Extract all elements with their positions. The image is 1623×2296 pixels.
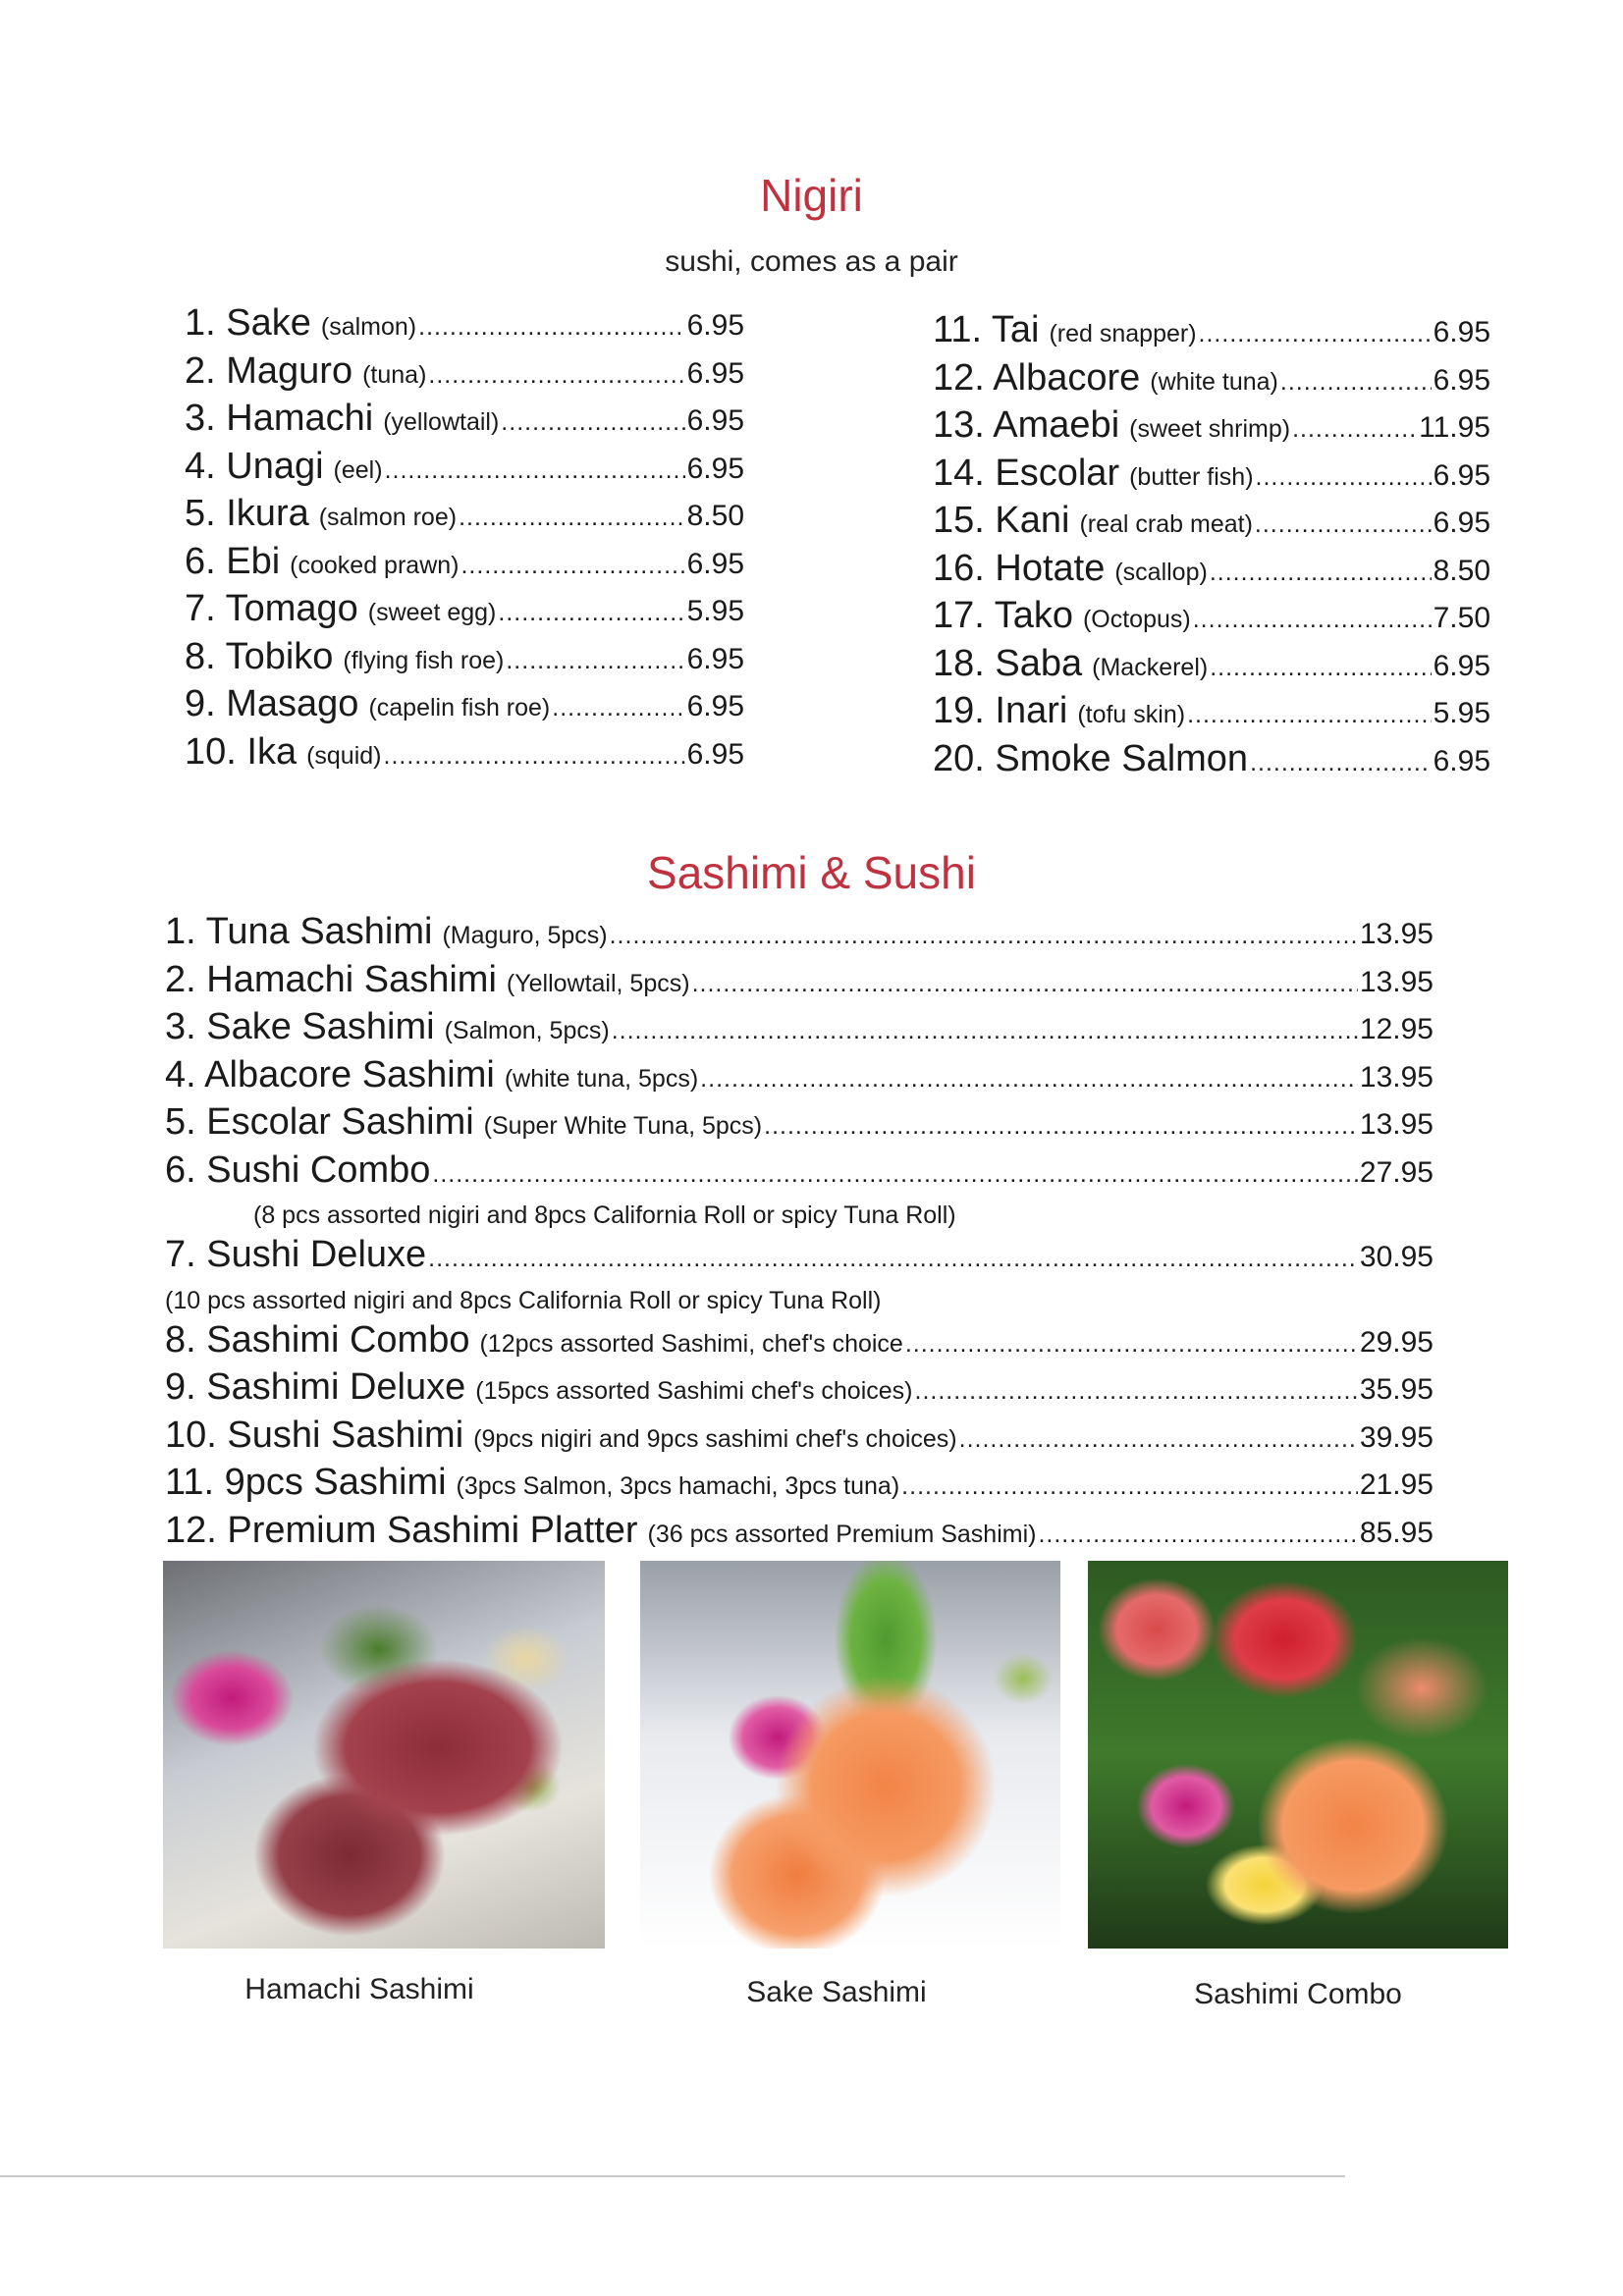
- dot-leader: [1038, 1521, 1357, 1549]
- item-name: 12. Albacore: [933, 356, 1141, 399]
- divider: [0, 2175, 1345, 2177]
- menu-item: [165, 1054, 1434, 1102]
- item-price: 6.95: [1433, 458, 1490, 492]
- item-description: (tofu skin): [1077, 701, 1186, 728]
- item-price: 6.95: [686, 356, 744, 390]
- item-name: 2. Maguro: [185, 349, 353, 392]
- photo-caption: Sake Sashimi: [746, 1976, 927, 2008]
- item-name: 2. Hamachi Sashimi: [165, 958, 497, 1000]
- dot-leader: [460, 552, 684, 580]
- menu-item: [933, 548, 1490, 596]
- item-name: 11. 9pcs Sashimi: [165, 1462, 447, 1503]
- item-description: (36 pcs assorted Premium Sashimi): [647, 1520, 1037, 1548]
- menu-item: [185, 541, 744, 589]
- item-description: (red snapper): [1049, 320, 1197, 347]
- item-description: (9pcs nigiri and 9pcs sashimi chef's choices): [473, 1424, 957, 1453]
- dot-leader: [385, 456, 685, 485]
- menu-item: [165, 1415, 1434, 1463]
- item-description: (butter fish): [1129, 462, 1254, 491]
- menu-item: [165, 1510, 1434, 1558]
- dot-leader: [432, 1160, 1358, 1189]
- dot-leader: [959, 1425, 1358, 1454]
- item-name: 8. Sashimi Combo: [165, 1318, 470, 1361]
- item-name: 15. Kani: [933, 500, 1070, 541]
- menu-item: [185, 446, 744, 494]
- menu-item: [165, 1366, 1434, 1415]
- dot-leader: [700, 1065, 1358, 1094]
- dot-leader: [1256, 463, 1432, 492]
- menu-item: [933, 357, 1490, 405]
- item-description: (3pcs Salmon, 3pcs hamachi, 3pcs tuna): [456, 1472, 900, 1500]
- nigiri-list-right: [933, 309, 1490, 785]
- nigiri-heading: Nigiri: [760, 170, 863, 221]
- dot-leader: [498, 599, 684, 627]
- item-description: (15pcs assorted Sashimi chef's choices): [475, 1377, 913, 1405]
- item-name: 11. Tai: [933, 309, 1040, 350]
- dot-leader: [1187, 701, 1432, 729]
- item-description: (Mackerel): [1092, 653, 1209, 681]
- item-price: 7.50: [1433, 602, 1490, 634]
- menu-item: [165, 1149, 1434, 1198]
- menu-item: [185, 302, 744, 350]
- dot-leader: [459, 504, 685, 532]
- item-name: 17. Tako: [933, 595, 1073, 636]
- item-name: 5. Ikura: [185, 493, 309, 534]
- menu-item: [165, 1462, 1434, 1510]
- item-description: (Super White Tuna, 5pcs): [483, 1112, 763, 1140]
- item-note: (8 pcs assorted nigiri and 8pcs California Roll or spicy Tuna Roll): [253, 1201, 956, 1229]
- item-description: (Yellowtail, 5pcs): [506, 969, 690, 997]
- item-name: 3. Hamachi: [185, 398, 374, 439]
- item-name: 1. Tuna Sashimi: [165, 911, 433, 952]
- item-price: 8.50: [1433, 554, 1490, 587]
- dot-leader: [1292, 415, 1417, 444]
- item-price: 5.95: [1433, 697, 1490, 729]
- dot-leader: [552, 694, 684, 722]
- dot-leader: [1199, 320, 1432, 348]
- menu-item: [933, 309, 1490, 357]
- dot-leader: [428, 361, 684, 390]
- item-note: (10 pcs assorted nigiri and 8pcs California Roll or spicy Tuna Roll): [165, 1286, 882, 1314]
- menu-item: [165, 959, 1434, 1007]
- item-name: 12. Premium Sashimi Platter: [165, 1509, 638, 1551]
- dot-leader: [764, 1112, 1358, 1141]
- item-name: 7. Tomago: [185, 588, 358, 629]
- item-description: (cooked prawn): [290, 551, 460, 579]
- item-price: 85.95: [1359, 1516, 1434, 1549]
- item-name: 9. Masago: [185, 683, 359, 724]
- item-price: 6.95: [686, 547, 744, 580]
- photo-caption: Sashimi Combo: [1194, 1978, 1402, 2010]
- menu-item: [185, 588, 744, 636]
- item-price: 6.95: [1433, 744, 1490, 777]
- item-name: 20. Smoke Salmon: [933, 737, 1249, 779]
- dot-leader: [612, 1017, 1358, 1045]
- menu-item: [165, 1101, 1434, 1149]
- dot-leader: [1280, 368, 1432, 397]
- item-description: (Salmon, 5pcs): [444, 1017, 610, 1044]
- menu-item: [933, 738, 1490, 786]
- item-description: (salmon roe): [318, 504, 458, 531]
- item-price: 21.95: [1359, 1468, 1434, 1501]
- menu-item: [933, 643, 1490, 691]
- nigiri-list-left: [185, 302, 744, 778]
- menu-item: [933, 453, 1490, 501]
- menu-item: [185, 398, 744, 446]
- item-name: 5. Escolar Sashimi: [165, 1101, 474, 1143]
- item-price: 30.95: [1359, 1241, 1434, 1273]
- item-name: 6. Sushi Combo: [165, 1148, 431, 1191]
- item-price: 12.95: [1359, 1013, 1434, 1045]
- item-description: (white tuna, 5pcs): [504, 1064, 699, 1093]
- menu-item: [185, 731, 744, 779]
- item-description: (flying fish roe): [343, 646, 505, 674]
- item-name: 7. Sushi Deluxe: [165, 1234, 427, 1275]
- item-price: 6.95: [686, 737, 744, 771]
- dot-leader: [384, 742, 685, 771]
- menu-item: [185, 683, 744, 731]
- item-price: 6.95: [686, 309, 744, 342]
- item-description: (sweet shrimp): [1129, 415, 1291, 443]
- item-name: 14. Escolar: [933, 452, 1120, 494]
- menu-item: [933, 500, 1490, 548]
- item-description: (sweet egg): [367, 599, 497, 626]
- item-name: 1. Sake: [185, 302, 311, 344]
- item-price: 29.95: [1359, 1325, 1434, 1359]
- item-price: 6.95: [686, 404, 744, 437]
- sashimi-combo-photo: [1088, 1561, 1508, 1949]
- item-name: 8. Tobiko: [185, 635, 334, 677]
- dot-leader: [1210, 559, 1432, 587]
- item-price: 11.95: [1419, 411, 1490, 444]
- item-description: (Maguro, 5pcs): [442, 922, 608, 949]
- menu-item: [933, 404, 1490, 453]
- dot-leader: [692, 970, 1358, 998]
- dot-leader: [1193, 606, 1432, 634]
- item-price: 6.95: [686, 690, 744, 722]
- item-description: (real crab meat): [1079, 510, 1253, 538]
- item-description: (12pcs assorted Sashimi, chef's choice: [479, 1329, 903, 1358]
- sashimi-heading: Sashimi & Sushi: [647, 847, 976, 898]
- menu-item: [165, 1006, 1434, 1054]
- dot-leader: [1250, 749, 1432, 777]
- nigiri-subtitle: sushi, comes as a pair: [665, 245, 958, 278]
- menu-item: [165, 1234, 1434, 1282]
- dot-leader: [915, 1377, 1358, 1406]
- item-name: 9. Sashimi Deluxe: [165, 1366, 466, 1408]
- dot-leader: [610, 922, 1358, 950]
- item-price: 5.95: [686, 595, 744, 627]
- photo-caption: Hamachi Sashimi: [244, 1973, 474, 2005]
- item-name: 18. Saba: [933, 642, 1083, 684]
- menu-item: [165, 1319, 1434, 1367]
- item-description: (scallop): [1114, 558, 1208, 586]
- sashimi-list: [165, 911, 1434, 1557]
- item-name: 19. Inari: [933, 690, 1068, 731]
- dot-leader: [506, 647, 684, 675]
- dot-leader: [901, 1472, 1358, 1501]
- item-name: 10. Ika: [185, 730, 298, 773]
- item-name: 4. Unagi: [185, 445, 324, 487]
- menu-item: [185, 636, 744, 684]
- menu-item: [165, 911, 1434, 959]
- dot-leader: [1210, 654, 1431, 682]
- item-description: (salmon): [320, 313, 417, 341]
- item-price: 13.95: [1359, 918, 1434, 950]
- dot-leader: [418, 313, 684, 342]
- dot-leader: [1255, 510, 1432, 539]
- item-price: 6.95: [1433, 507, 1490, 539]
- item-description: (tuna): [362, 360, 427, 389]
- item-price: 8.50: [686, 500, 744, 532]
- item-price: 39.95: [1359, 1420, 1434, 1454]
- item-description: (Octopus): [1082, 606, 1191, 633]
- item-name: 4. Albacore Sashimi: [165, 1053, 495, 1095]
- menu-item: [933, 690, 1490, 738]
- hamachi-sashimi-photo: [163, 1561, 605, 1949]
- item-name: 16. Hotate: [933, 547, 1106, 589]
- item-price: 27.95: [1359, 1155, 1434, 1189]
- item-description: (squid): [306, 741, 382, 770]
- dot-leader: [905, 1330, 1358, 1359]
- item-description: (eel): [333, 455, 383, 484]
- dot-leader: [428, 1245, 1358, 1273]
- menu-item: [933, 595, 1490, 643]
- item-description: (yellowtail): [383, 408, 500, 436]
- item-price: 6.95: [686, 642, 744, 675]
- item-description: (white tuna): [1150, 367, 1278, 396]
- item-price: 6.95: [686, 452, 744, 485]
- item-price: 13.95: [1359, 965, 1434, 998]
- sake-sashimi-photo: [640, 1561, 1060, 1949]
- item-price: 6.95: [1433, 363, 1490, 397]
- menu-item: [185, 350, 744, 399]
- item-name: 6. Ebi: [185, 540, 281, 582]
- item-name: 3. Sake Sashimi: [165, 1006, 435, 1047]
- item-name: 13. Amaebi: [933, 404, 1120, 446]
- item-price: 6.95: [1433, 649, 1490, 682]
- item-price: 35.95: [1359, 1373, 1434, 1406]
- item-name: 10. Sushi Sashimi: [165, 1414, 464, 1456]
- item-price: 13.95: [1359, 1108, 1434, 1141]
- item-price: 6.95: [1433, 316, 1490, 348]
- menu-item: [185, 493, 744, 541]
- dot-leader: [501, 408, 684, 437]
- item-description: (capelin fish roe): [368, 694, 551, 721]
- item-price: 13.95: [1359, 1060, 1434, 1094]
